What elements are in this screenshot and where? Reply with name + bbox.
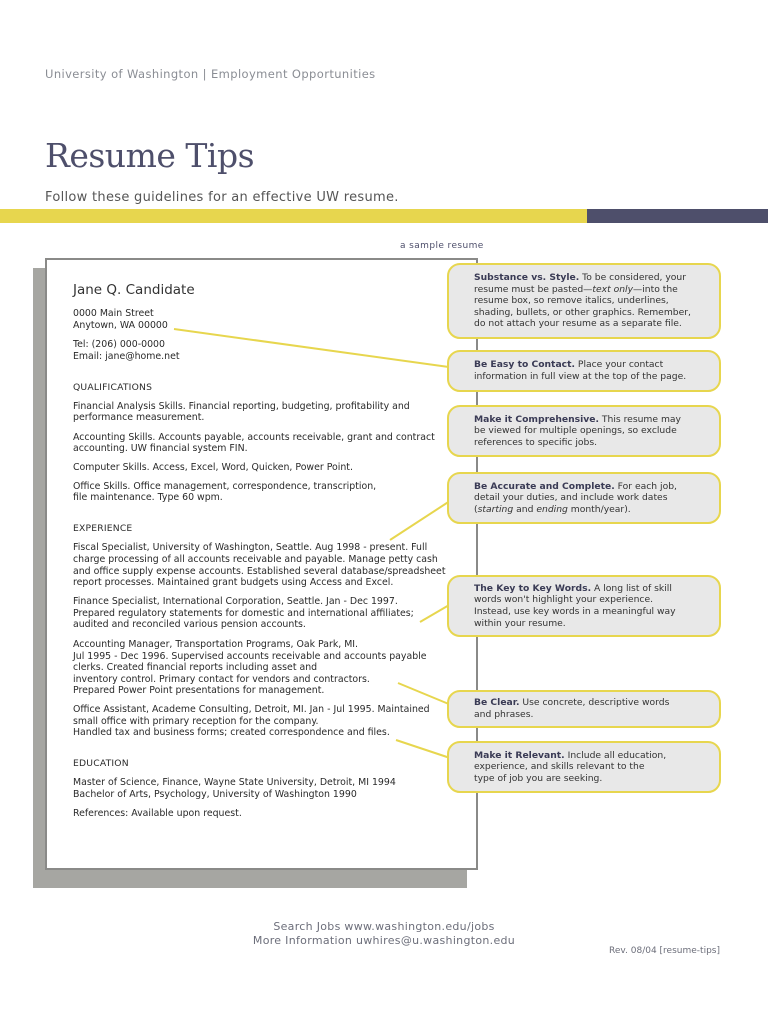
qualification-line: Office Skills. Office management, correspondence, transcription, <box>73 481 377 492</box>
education-heading: EDUCATION <box>73 758 129 769</box>
experience-line: Jul 1995 - Dec 1996. Supervised accounts receivable and accounts payable <box>73 651 427 662</box>
experience-line: report processes. Maintained grant budgets using Access and Excel. <box>73 577 394 588</box>
callout-relevant: Make it Relevant. Include all education, experience, and skills relevant to the type of job you are seeking. <box>447 741 721 793</box>
callout-title: The Key to Key Words. <box>474 582 592 594</box>
education-line: Master of Science, Finance, Wayne State University, Detroit, MI 1994 <box>73 777 396 788</box>
callout-title: Be Accurate and Complete. <box>474 480 615 492</box>
qualification-line: Financial Analysis Skills. Financial reporting, budgeting, profitability and <box>73 401 410 412</box>
callout-title: Make it Comprehensive. <box>474 413 599 425</box>
qualification-line: file maintenance. Type 60 wpm. <box>73 492 223 503</box>
qualification-line: Computer Skills. Access, Excel, Word, Quicken, Power Point. <box>73 462 353 473</box>
footer-contact-email[interactable]: More Information uwhires@u.washington.edu <box>252 934 516 947</box>
accent-bar-purple <box>587 209 768 223</box>
callout-accurate: Be Accurate and Complete. For each job, detail your duties, and include work dates (starting and ending month/year). <box>447 472 721 524</box>
experience-line: Prepared Power Point presentations for management. <box>73 685 325 696</box>
qualification-line: performance measurement. <box>73 412 205 423</box>
experience-line: Prepared regulatory statements for domestic and international affiliates; <box>73 608 414 619</box>
experience-line: Office Assistant, Academe Consulting, Detroit, MI. Jan - Jul 1995. Maintained <box>73 704 430 715</box>
experience-line: Handled tax and business forms; created correspondence and files. <box>73 727 390 738</box>
callout-clear: Be Clear. Use concrete, descriptive words and phrases. <box>447 690 721 728</box>
footer-jobs-link[interactable]: Search Jobs www.washington.edu/jobs <box>273 920 495 933</box>
page-subtitle: Follow these guidelines for an effective UW resume. <box>45 190 399 205</box>
resume-address-line2: Anytown, WA 00000 <box>73 320 168 331</box>
experience-line: Finance Specialist, International Corporation, Seattle. Jan - Dec 1997. <box>73 596 398 607</box>
experience-line: inventory control. Primary contact for vendors and contractors. <box>73 674 370 685</box>
accent-bar-yellow <box>0 209 587 223</box>
experience-line: audited and reconciled various pension accounts. <box>73 619 306 630</box>
experience-line: Fiscal Specialist, University of Washington, Seattle. Aug 1998 - present. Full <box>73 542 428 553</box>
experience-heading: EXPERIENCE <box>73 523 133 534</box>
page-title: Resume Tips <box>45 136 254 175</box>
education-line: Bachelor of Arts, Psychology, University of Washington 1990 <box>73 789 357 800</box>
resume-name: Jane Q. Candidate <box>73 282 195 298</box>
resume-tel: Tel: (206) 000-0000 <box>73 339 165 350</box>
qualification-line: Accounting Skills. Accounts payable, accounts receivable, grant and contract <box>73 432 435 443</box>
resume-address-line1: 0000 Main Street <box>73 308 154 319</box>
callout-contact: Be Easy to Contact. Place your contact information in full view at the top of the page. <box>447 350 721 392</box>
callout-keywords: The Key to Key Words. A long list of skill words won't highlight your experience. Instead, use key words in a meaningful way within your resume. <box>447 575 721 637</box>
callout-title: Make it Relevant. <box>474 749 565 761</box>
callout-comprehensive: Make it Comprehensive. This resume may be viewed for multiple openings, so exclude references to specific jobs. <box>447 405 721 457</box>
experience-line: and office supply expense accounts. Established several database/spreadsheet <box>73 566 446 577</box>
experience-line: Accounting Manager, Transportation Programs, Oak Park, MI. <box>73 639 359 650</box>
revision-note: Rev. 08/04 [resume-tips] <box>609 946 720 956</box>
callout-title: Substance vs. Style. <box>474 272 580 284</box>
experience-line: charge processing of all accounts receivable and payable. Manage petty cash <box>73 554 438 565</box>
org-header: University of Washington | Employment Opportunities <box>45 67 376 81</box>
qualification-line: accounting. UW financial system FIN. <box>73 443 248 454</box>
sample-resume-label: a sample resume <box>400 241 484 251</box>
experience-line: small office with primary reception for the company. <box>73 716 319 727</box>
qualifications-heading: QUALIFICATIONS <box>73 382 153 393</box>
resume-references: References: Available upon request. <box>73 808 242 819</box>
callout-substance: Substance vs. Style. To be considered, your resume must be pasted—text only—into the resume box, so remove italics, underlines, shading, bullets, or other graphics. Remember, do not attach your resume as a separate file. <box>447 263 721 339</box>
callout-title: Be Easy to Contact. <box>474 359 575 371</box>
experience-line: clerks. Created financial reports including asset and <box>73 662 318 673</box>
callout-title: Be Clear. <box>474 697 520 709</box>
resume-email: Email: jane@home.net <box>73 351 180 362</box>
